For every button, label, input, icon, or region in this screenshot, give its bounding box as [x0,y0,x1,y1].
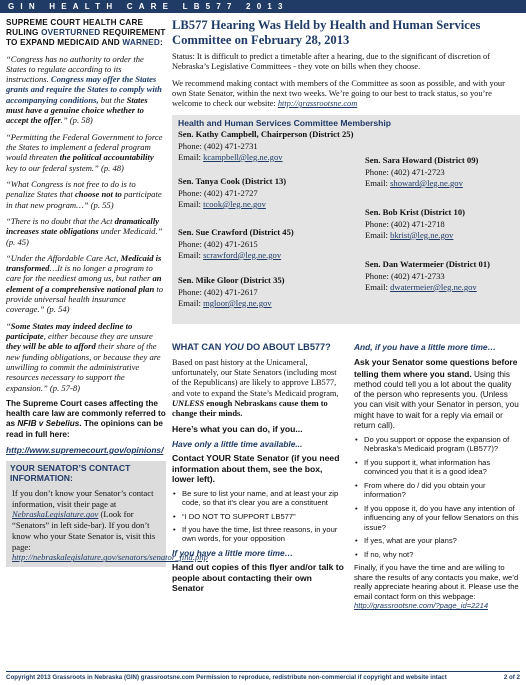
senator-campbell [178,129,353,163]
quote-3 [6,179,166,210]
quote-5-a: “Under the Affordable Care Act, [6,252,121,263]
quote-2 [6,132,166,173]
senator-email-link[interactable]: kcampbell@leg.ne.gov [203,151,283,162]
little-time-heading: Have only a little time available... [172,438,303,449]
membership-title: Health and Human Services Committee Membership [178,118,391,129]
action-heading-a: WHAT CAN [172,342,224,352]
action-column [172,342,344,598]
final-paragraph [354,563,520,610]
handout-text: Hand out copies of this flyer and/or talk to people about contacting their own Senator [172,562,344,594]
senator-cook [178,176,286,210]
questions-list [354,435,520,559]
senator-name: Sen. Dan Watermeier (District 01) [365,259,490,270]
cases-text-c: . The opinions can be read in full here: [6,419,163,439]
quote-1-a: “Congress has no authority to order the States to regulate according to its instructions. [6,53,144,85]
senator-phone: Phone: (402) 471-2731 [178,140,258,151]
list-item: • If yes, what are your plans? [354,536,520,545]
scotus-heading-highlight-overturned: OVERTURNED [41,27,101,37]
nebraskalegislature-link[interactable]: NebraskaLegislature.gov [12,509,99,520]
senator-email-link[interactable]: scrawford@leg.ne.gov [203,249,282,260]
senator-name: Sen. Sue Crawford (District 45) [178,227,294,238]
scotus-heading-text: SUPREME COURT HEALTH CARE RULING [6,18,144,37]
scotus-heading-colon: : [159,37,163,47]
quote-3-b: choose not to [74,189,122,200]
ask-body-text: Using this method could tell you a lot about the quality of the person who represents you. (Unless you can visit with your Senator in person, you might have to wait for a reply via email or return call). [354,369,519,430]
senator-name: Sen. Sara Howard (District 09) [365,155,479,166]
senator-contact-text [10,484,208,563]
senator-email-label: Email: [178,249,204,260]
senator-crawford [178,227,294,261]
quote-5-c: …It is no longer a program to care for the neediest among us, but rather [6,263,153,284]
senator-email-label: Email: [178,297,204,308]
list-item: • Do you support or oppose the expansion of Nebraska’s Medicaid program (LB577)? [354,435,520,454]
quote-1-d: States must have a genuine choice whether to accept the offer [6,94,148,126]
senator-email-label: Email: [365,177,391,188]
senator-email-link[interactable]: tcook@leg.ne.gov [203,198,266,209]
quote-6-c: , either because they are unsure [43,331,153,342]
right-column [172,18,520,324]
quote-5-b: Medicaid is transformed [6,252,162,274]
quote-6-a: “ [6,320,11,331]
recommendation-text [172,79,520,110]
senator-email-label: Email: [365,229,391,240]
grassroots-link[interactable]: http://grassrootsne.com [277,99,358,109]
quote-6-b: Some States may indeed decline to participate [6,320,133,342]
quote-6 [6,321,166,393]
contact-senator-text: Contact YOUR State Senator (if you need information about them, see the box, lower left). [172,453,340,485]
senator-email-link[interactable]: mgloor@leg.ne.gov [203,297,272,308]
action-paragraph [172,358,344,420]
scotus-heading-text-2: REQUIREMENT TO EXPAND MEDICAID AND [6,27,166,47]
contact-tips-list [172,489,344,544]
quote-6-e: their share of the new funding obligations, or because they are unwilling to commit the administrative resources necessary to support the expansion.” (p. 57-8) [6,341,161,393]
senator-watermeier [365,259,490,293]
senator-howard [365,155,478,189]
quote-1-e: .” (p. 58) [60,115,93,126]
status-text: Status: It is difficult to predict a timetable after a hearing, due to the significant of discretion of Nebraska’s Legislative Committees - they vote on bills when they choose. [172,52,491,72]
senator-email-label: Email: [178,198,204,209]
ask-paragraph [354,357,520,431]
quote-1-b: Congress may offer the States grants and require the States to comply with accompanying conditions, [6,74,162,105]
senator-email-label: Email: [178,151,204,162]
senator-contact-heading: YOUR SENATOR’S CONTACT INFORMATION: [10,463,131,484]
cases-text-a: The Supreme Court cases affecting the health care law are commonly referred to as [6,398,166,429]
senator-name: Sen. Kathy Campbell, Chairperson (District 25) [178,129,354,140]
supremecourt-link[interactable]: http://www.supremecourt.gov/opinions/ [6,444,164,455]
senator-email-link[interactable]: dwatermeier@leg.ne.gov [390,281,477,292]
quote-4-c: under Medicaid.” (p. 45) [6,226,163,247]
senator-contact-text-b: (Look for “Senators” in left side-bar). If you don’t know who your State Senator is, visit this page: [12,509,156,552]
quote-6-d: they will be able to afford [6,341,96,352]
senator-name: Sen. Tanya Cook (District 13) [178,176,287,187]
quote-5-e: to provide universal health insurance coverage.” (p. 54) [6,283,164,315]
heres-what-text: Here’s what you can do, if you... [172,424,303,435]
action-heading [172,342,344,353]
action-paragraph-c: enough Nebraskans cause them to change their minds. [172,398,328,419]
senator-name: Sen. Bob Krist (District 10) [365,207,466,218]
ask-column [354,342,520,611]
ask-more-time-heading: And, if you have a little more time… [354,342,496,352]
quote-3-a: “What Congress is not free to do is to penalize States that [6,178,136,200]
list-item: • If you have the time, list three reasons, in your own words, for your opposition [172,525,344,544]
list-item: • If you support it, what information has convinced you that it is a good idea? [354,458,520,477]
quote-4-b: dramatically increases state obligations [6,215,160,237]
page-title: LB577 Hearing Was Held by Health and Human Services Committee on February 28, 2013 [172,18,481,48]
header-banner: GIN HEALTH CARE LB577 2013 [0,0,526,13]
cases-text [6,399,166,440]
action-heading-you: YOU [223,342,244,352]
senator-phone: Phone: (402) 471-2733 [365,270,445,281]
action-paragraph-unless: UNLESS [172,398,205,408]
senator-phone: Phone: (402) 471-2617 [178,286,258,297]
senator-krist [365,207,465,241]
senator-phone: Phone: (402) 471-2723 [365,166,445,177]
quote-2-c: key to our federal system.” (p. 48) [6,162,124,173]
cases-name: NFIB v Sebelius [17,419,80,429]
action-paragraph-a: Based on past history at the Unicameral, unfortunately, our State Senators (including most of the Republicans) are likely to approve LB577, and vote to expand the State’s Medicaid program, [172,357,339,398]
recommendation-text-a: We recommend making contact with members of the Committee as soon as possible, and with your own State Senator, within the next two weeks. We’re going to our best to track status, so you’re welcome to check our website: [172,78,505,109]
quote-1-c: but the [98,94,127,105]
scotus-heading-highlight-warned: WARNED [122,37,160,47]
senator-phone: Phone: (402) 471-2727 [178,187,258,198]
quote-5 [6,253,166,315]
senator-email-link[interactable]: showard@leg.ne.gov [390,177,463,188]
list-item: • Be sure to list your name, and at least your zip code, so that it’s clear you are a constituent [172,489,344,508]
senator-phone: Phone: (402) 471-2718 [365,218,445,229]
senator-find-link[interactable]: http://nebraskalegislature.gov/senators/senator_find.php [12,552,208,563]
final-paragraph-text: Finally, if you have the time and are willing to share the results of any contacts you make, we’d really appreciate hearing about it. Please use the email contact form on this webpage: [354,563,519,601]
senator-contact-box [6,461,208,567]
more-time-heading: If you have a little more time… [172,547,294,558]
contact-form-link[interactable]: http://grassrootsne.com/?page_id=2214 [354,601,489,611]
quote-1 [6,54,166,126]
quote-2-b: the political accountability [59,152,154,163]
committee-membership-box [172,115,520,324]
quote-4 [6,216,166,247]
action-heading-c: DO ABOUT LB577? [243,342,331,352]
quote-2-a: “Permitting the Federal Government to force the States to implement a federal program would threaten [6,131,163,163]
quote-5-d: an element of a comprehensive national plan [6,273,162,294]
quote-3-c: participate in that new program…” (p. 55) [6,189,162,210]
senator-contact-text-a: If you don’t know your Senator’s contact information, visit their page at [12,487,154,509]
page-number: 2 of 2 [503,674,520,681]
senator-name: Sen. Mike Gloor (District 35) [178,275,285,286]
list-item: • If you oppose it, do you have any intention of influencing any of your fellow Senators on this issue? [354,504,520,532]
footer-copyright: Copyright 2013 Grassroots in Nebraska (GIN) grassrootsne.com Permission to reproduce, redistribute non-commercial if copyright and website intact [6,674,447,681]
senator-gloor [178,275,285,309]
senator-phone: Phone: (402) 471-2615 [178,238,258,249]
quote-4-a: “There is no doubt that the Act [6,215,115,226]
page-footer [6,671,520,682]
ask-heading: Ask your Senator some questions before telling them where you stand. [354,357,518,379]
list-item: • From where do / did you obtain your information? [354,481,520,500]
scotus-heading [6,18,166,48]
list-item: • If no, why not? [354,550,520,559]
senator-email-link[interactable]: bkrist@leg.ne.gov [390,229,454,240]
senator-email-label: Email: [365,281,391,292]
list-item: • “I DO NOT TO SUPPORT LB577” [172,512,344,521]
